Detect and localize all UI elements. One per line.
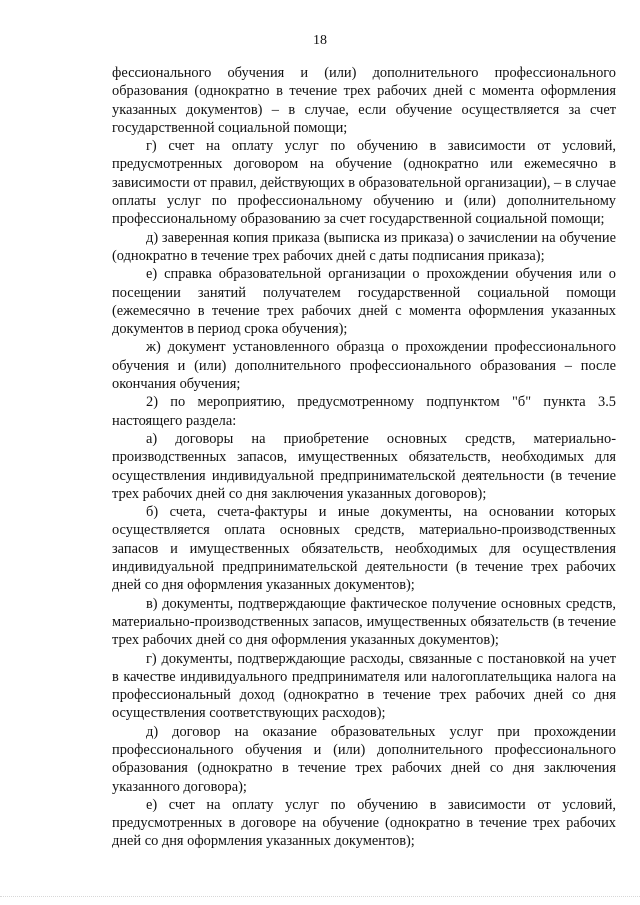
paragraph-item-b-invoices: б) счета, счета-фактуры и иные документы, на основании которых осуществляется оплата основных средств, материально-производственных запасов и имущественных обязательств, необходимых для осуществления индивидуальной предпринимательской деятельности (в течение трех рабочих дней со дня оформления указанных документов); (112, 504, 616, 594)
paragraph-item-e-training-invoice: е) счет на оплату услуг по обучению в зависимости от условий, предусмотренных в договоре на обучение (однократно в течение трех рабочих дней со дня оформления указанных документов); (112, 796, 616, 850)
document-body (112, 64, 616, 851)
paragraph-item-zh-document: ж) документ установленного образца о прохождении профессионального обучения и (или) дополнительного профессионального образования – после окончания обучения; (112, 339, 616, 393)
paragraph-item-a-contracts: а) договоры на приобретение основных средств, материально-производственных запасов, имущественных обязательств, необходимых для осуществления индивидуальной предпринимательской деятельности (в течение трех рабочих дней со дня заключения указанных договоров); (112, 430, 616, 502)
paragraph-item-v-receipt-documents: в) документы, подтверждающие фактическое получение основных средств, материально-производственных запасов, имущественных обязательств (в течение трех рабочих дней со дня оформления указанных документов); (112, 595, 616, 649)
paragraph-item-d-order-copy: д) заверенная копия приказа (выписка из приказа) о зачислении на обучение (однократно в течение трех рабочих дней с даты подписания приказа); (112, 229, 616, 264)
paragraph-item-g-invoice: г) счет на оплату услуг по обучению в зависимости от условий, предусмотренных договором на обучение (однократно или ежемесячно в зависимости от правил, действующих в образовательной организации), – в случае оплаты услуг по профессиональному обучению и (или) дополнительному профессиональному образованию за счет государственной социальной помощи; (112, 138, 616, 228)
paragraph-point-2: 2) по мероприятию, предусмотренному подпунктом "б" пункта 3.5 настоящего раздела: (112, 394, 616, 429)
scan-edge-divider (0, 895, 640, 897)
paragraph-continuation: фессионального обучения и (или) дополнительного профессионального образования (однократно в течение трех рабочих дней с момента оформления указанных документов) – в случае, если обучение осуществляется за счет государственной социальной помощи; (112, 65, 616, 136)
page-number: 18 (313, 33, 327, 48)
paragraph-item-e-certificate: е) справка образовательной организации о прохождении обучения или о посещении занятий получателем государственной социальной помощи (ежемесячно в течение трех рабочих дней с момента оформления указанных документов в период срока обучения); (112, 266, 616, 338)
paragraph-item-g-expense-documents: г) документы, подтверждающие расходы, связанные с постановкой на учет в качестве индивидуального предпринимателя или налогоплательщика налога на профессиональный доход (однократно в течение трех рабочих дней со дня осуществления соответствующих расходов); (112, 650, 616, 722)
paragraph-item-d-education-contract: д) договор на оказание образовательных услуг при прохождении профессионального обучения и (или) дополнительного профессионального образования (однократно в течение трех рабочих дней со дня заключения указанного договора); (112, 723, 616, 795)
